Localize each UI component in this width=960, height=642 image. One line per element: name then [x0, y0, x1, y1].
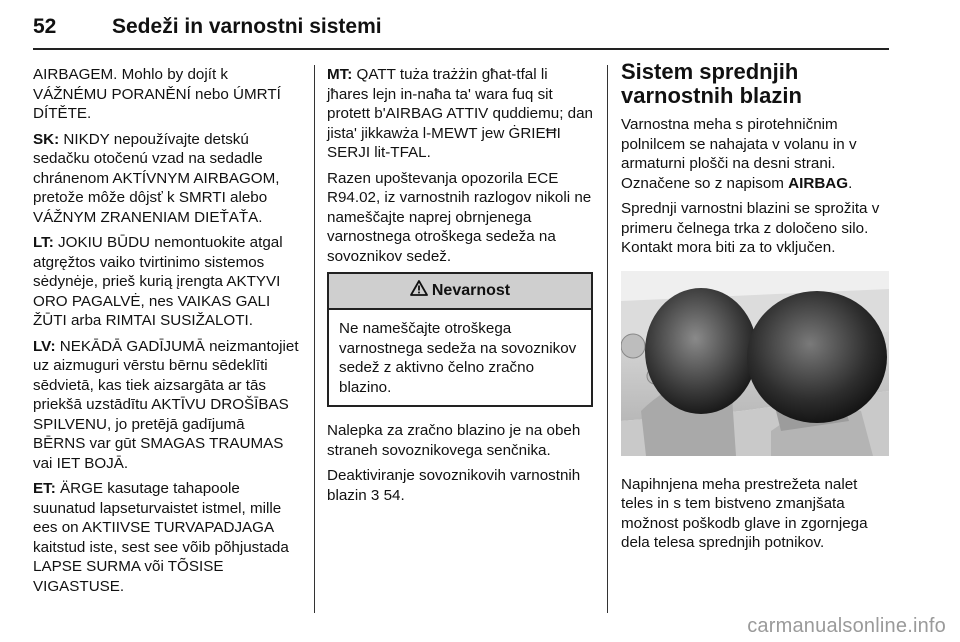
column-left [33, 65, 301, 602]
section-title: Sedeži in varnostni sistemi [112, 15, 382, 38]
column-right [621, 59, 889, 559]
header-rule [33, 48, 889, 50]
paragraph-sk [33, 130, 301, 228]
paragraph-lv-text: NEKĀDĀ GADĪJUMĀ neizmantojiet uz aizmuguri vērstu bērnu sēdeklīti sēdvietā, kas tiek aizsargāta ar tās priekšā uzstādītu AKTĪVU DROŠĪBAS SPILVENU, jo pretējā gadījumā BĒRNS var gūt SMAGAS TRAUMAS vai IET BOJĀ. [33, 337, 299, 472]
paragraph-mt [327, 65, 593, 163]
paragraph-sk-text: NIKDY nepoužívajte detskú sedačku otočenú vzad na sedadle chránenom AKTÍVNYM AIRBAGOM, pretože môže dôjsť k SMRTI alebo VÁŽNYM ZRANENIAM DIEŤAŤA. [33, 130, 280, 226]
deactivation-reference [327, 466, 593, 505]
deployment-paragraph: Sprednji varnostni blazini se sprožita v primeru čelnega trka z določeno silo. Kontakt mora biti za to vključen. [621, 200, 880, 256]
lang-code-mt: MT: [327, 66, 353, 83]
paragraph-mt-text: QATT tuża trażżin għat-tfal li jħares lejn in-naħa ta' wara fuq sit protett b'AIRBAG ATTIV quddiemu; dan jista' jikkawża l-MEWT jew ĠRIEĦI SERJI lit-TFAL. [327, 66, 594, 161]
section-heading: Sistem sprednjih varnostnih blazin [621, 59, 802, 108]
airbag-location-paragraph: Varnostna meha s pirotehničnim polnilcem se nahajata v volanu in v armaturni plošči na desni strani. Označene so z napisom AIRBAG. [621, 116, 857, 192]
warning-title: Nevarnost [431, 282, 511, 300]
warning-text: Ne nameščajte otroškega varnostnega sedeža na sovoznikov sedež z aktivno čelno zračno blazino. [339, 320, 577, 396]
paragraph-lv [33, 337, 301, 474]
airbag-illustration [621, 271, 889, 456]
lang-code-et: ET: [33, 480, 56, 497]
paragraph-et-text: ÄRGE kasutage tahapoole suunatud lapseturvaistet istmel, mille ees on AKTIIVSE TURVAPADJAGA kaitstud iste, sest see võib põhjustada LAPSE SURMA või TÕSISE VIGASTUSE. [33, 480, 289, 595]
ece-paragraph: Razen upoštevanja opozorila ECE R94.02, iz varnostnih razlogov nikoli ne nameščajte naprej obrnjenega varnostnega otroškega sedeža na sovoznikov sedež. [327, 169, 592, 265]
column-divider-2 [607, 65, 608, 613]
lang-code-sk: SK: [33, 130, 60, 148]
protection-paragraph: Napihnjena meha prestrežeta nalet teles in s tem bistveno zmanjšata možnost poškodb glave in zgornjega dela telesa sprednjih potnikov. [621, 475, 868, 551]
lang-code-lt: LT: [33, 234, 54, 251]
airbag-label: AIRBAG [788, 174, 849, 192]
deactivation-text: Deaktiviranje sovoznikovih varnostnih blazin [327, 467, 581, 504]
column-middle [327, 65, 593, 511]
page-number: 52 [33, 15, 57, 38]
page-header [33, 11, 889, 41]
warning-header [329, 274, 591, 310]
paragraph-lt [33, 233, 301, 331]
lang-code-lv: LV: [33, 337, 56, 355]
warning-triangle-icon [410, 280, 428, 302]
intro-paragraph: AIRBAGEM. Mohlo by dojít k VÁŽNÉMU PORANĚNÍ nebo ÚMRTÍ DÍTĚTE. [33, 66, 281, 122]
paragraph-lt-text: JOKIU BŪDU nemontuokite atgal atgręžtos vaiko tvirtinimo sistemos sėdynėje, prieš kurią įrengta AKTYVI ORO PAGALVĖ, nes VAIKAS GALI ŽŪTI arba RIMTAI SUSIŽALOTI. [33, 234, 283, 329]
warning-box [327, 272, 593, 407]
label-paragraph: Nalepka za zračno blazino je na obeh straneh sovoznikovega senčnika. [327, 422, 581, 459]
page-ref-link[interactable]: 54. [383, 486, 405, 504]
page-ref-arrow-icon: 3 [370, 486, 380, 504]
paragraph-et [33, 479, 301, 596]
column-divider-1 [314, 65, 315, 613]
watermark: carmanualsonline.info [747, 615, 946, 637]
